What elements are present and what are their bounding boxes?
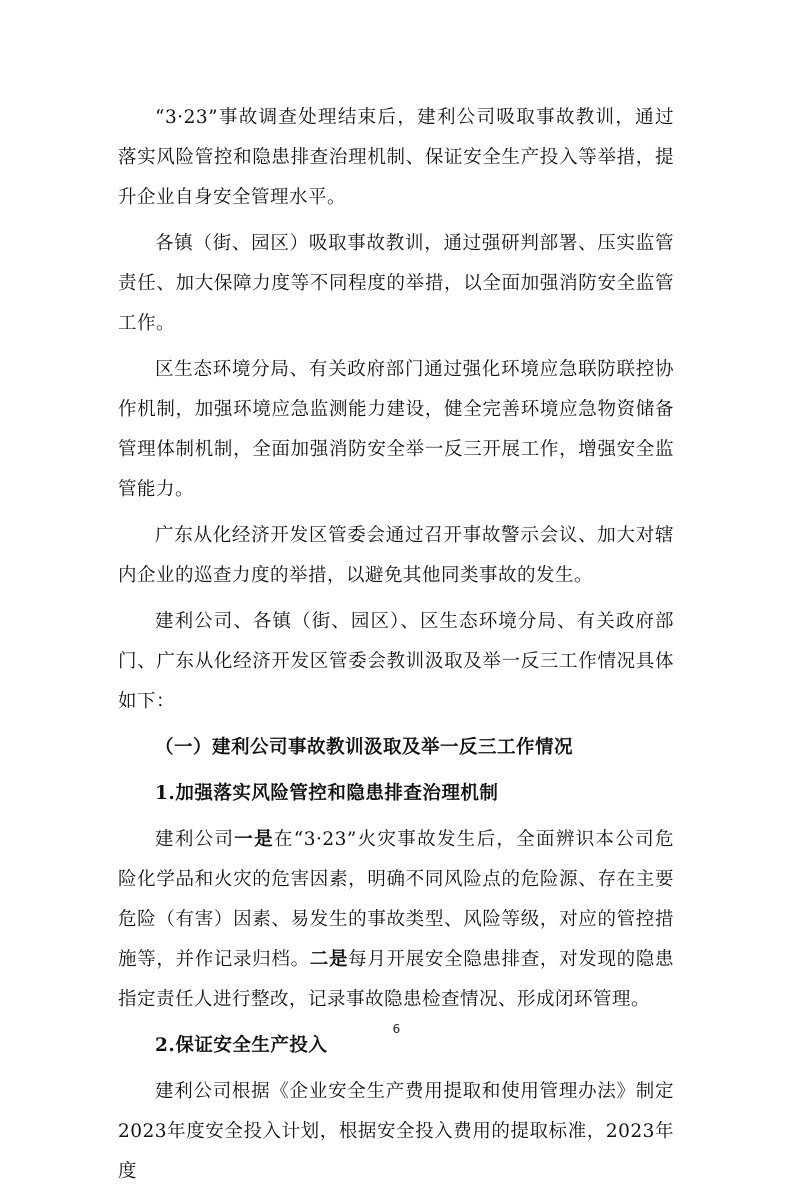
paragraph-lessons-towns: 各镇（街、园区）吸取事故教训，通过强研判部署、压实监管责任、加大保障力度等不同程度的举措，以全面加强消防安全监管工作。 (118, 233, 674, 334)
section-heading: （一）建利公司事故教训汲取及举一反三工作情况 (155, 737, 574, 758)
point-1-label: 一是 (234, 829, 274, 850)
page-number: 6 (392, 1022, 401, 1036)
point-2-text: 每月开展安全隐患排查，对发现的隐患指定责任人进行整改，记录事故隐患检查情况、形成闭环管理。 (118, 949, 674, 1010)
point-2-label: 二是 (309, 949, 349, 970)
subsection-1-lead: 建利公司 (155, 829, 235, 850)
paragraph-lessons-company: “3·23”事故调查处理结束后，建利公司吸取事故教训，通过落实风险管控和隐患排查治理机制、保证安全生产投入等举措，提升企业自身安全管理水平。 (118, 107, 674, 208)
subsection-1-title: 1.加强落实风险管控和隐患排查治理机制 (155, 783, 499, 804)
subsection-2-body: 建利公司根据《企业安全生产费用提取和使用管理办法》制定2023年度安全投入计划，根据安全投入费用的提取标准，2023年度 (118, 1081, 674, 1182)
point-1-text: 在“3·23”火灾事故发生后，全面辨识本公司危险化学品和火灾的危害因素，明确不同风险点的危险源、存在主要危险（有害）因素、易发生的事故类型、风险等级，对应的管控措施等，并作记录归档。 (118, 829, 674, 970)
paragraph-lessons-dev-zone: 广东从化经济开发区管委会通过召开事故警示会议、加大对辖内企业的巡查力度的举措，以避免其他同类事故的发生。 (118, 525, 674, 586)
subsection-1-body (118, 820, 674, 1020)
paragraph-lessons-environment: 区生态环境分局、有关政府部门通过强化环境应急联防联控协作机制，加强环境应急监测能力建设，健全完善环境应急物资储备管理体制机制，全面加强消防安全举一反三开展工作，增强安全监管能力。 (118, 359, 674, 500)
paragraph-summary-intro: 建利公司、各镇（街、园区）、区生态环境分局、有关政府部门、广东从化经济开发区管委会教训汲取及举一反三工作情况具体如下： (118, 611, 674, 712)
subsection-2-title: 2.保证安全生产投入 (155, 1035, 328, 1056)
